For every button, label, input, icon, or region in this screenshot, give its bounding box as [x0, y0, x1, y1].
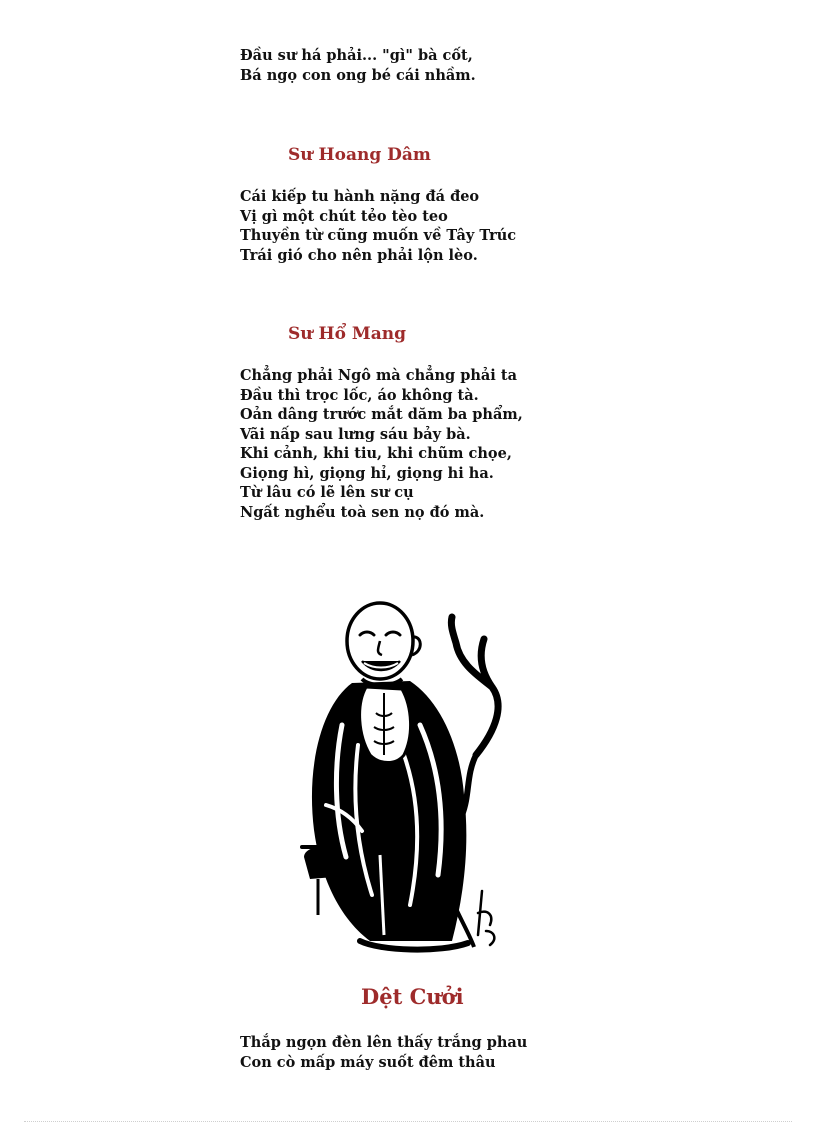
poem-title-ho-mang: Sư Hổ Mang: [288, 324, 406, 344]
verse-line: Vị gì một chút tẻo tèo teo: [240, 207, 448, 225]
joined-hands: [360, 687, 411, 763]
monk-illustration: [300, 595, 515, 960]
verse-line: Đầu sư há phải... "gì" bà cốt,: [240, 47, 473, 64]
verse-line: Oản dâng trước mắt dăm ba phẩm,: [240, 406, 523, 423]
verse-line: Khi cảnh, khi tiu, khi chũm chọe,: [240, 445, 512, 462]
poem-ho-mang: [240, 366, 523, 522]
verse-line: Cái kiếp tu hành nặng đá đeo: [240, 188, 480, 205]
verse-line: Ngất nghểu toà sen nọ đó mà.: [240, 503, 485, 521]
verse-line: Con cò mấp máy suốt đêm thâu: [240, 1053, 496, 1071]
verse-top: [240, 46, 476, 85]
verse-line: Đầu thì trọc lốc, áo không tà.: [240, 386, 479, 404]
staff-fork: [451, 617, 498, 755]
verse-line: Chẳng phải Ngô mà chẳng phải ta: [240, 367, 517, 384]
verse-line: Thắp ngọn đèn lên thấy trắng phau: [240, 1034, 528, 1051]
offering-bowl: [304, 847, 334, 879]
verse-line: Trái gió cho nên phải lộn lèo.: [240, 246, 478, 264]
poem-title-det-cuoi: Dệt Cưởi: [361, 984, 464, 1009]
poem-hoang-dam: [240, 187, 516, 265]
verse-line: Giọng hì, giọng hỉ, giọng hi ha.: [240, 464, 494, 482]
poem-title-hoang-dam: Sư Hoang Dâm: [288, 145, 431, 165]
verse-line: Bá ngọ con ong bé cái nhầm.: [240, 66, 476, 84]
artist-signature: [478, 891, 494, 945]
page-bottom-rule: [24, 1121, 792, 1122]
verse-line: Từ lâu có lẽ lên sư cụ: [240, 484, 414, 501]
verse-line: Vãi nấp sau lưng sáu bảy bà.: [240, 425, 471, 443]
verse-line: Thuyền từ cũng muốn về Tây Trúc: [240, 227, 517, 244]
poem-det-cuoi: [240, 1033, 527, 1072]
